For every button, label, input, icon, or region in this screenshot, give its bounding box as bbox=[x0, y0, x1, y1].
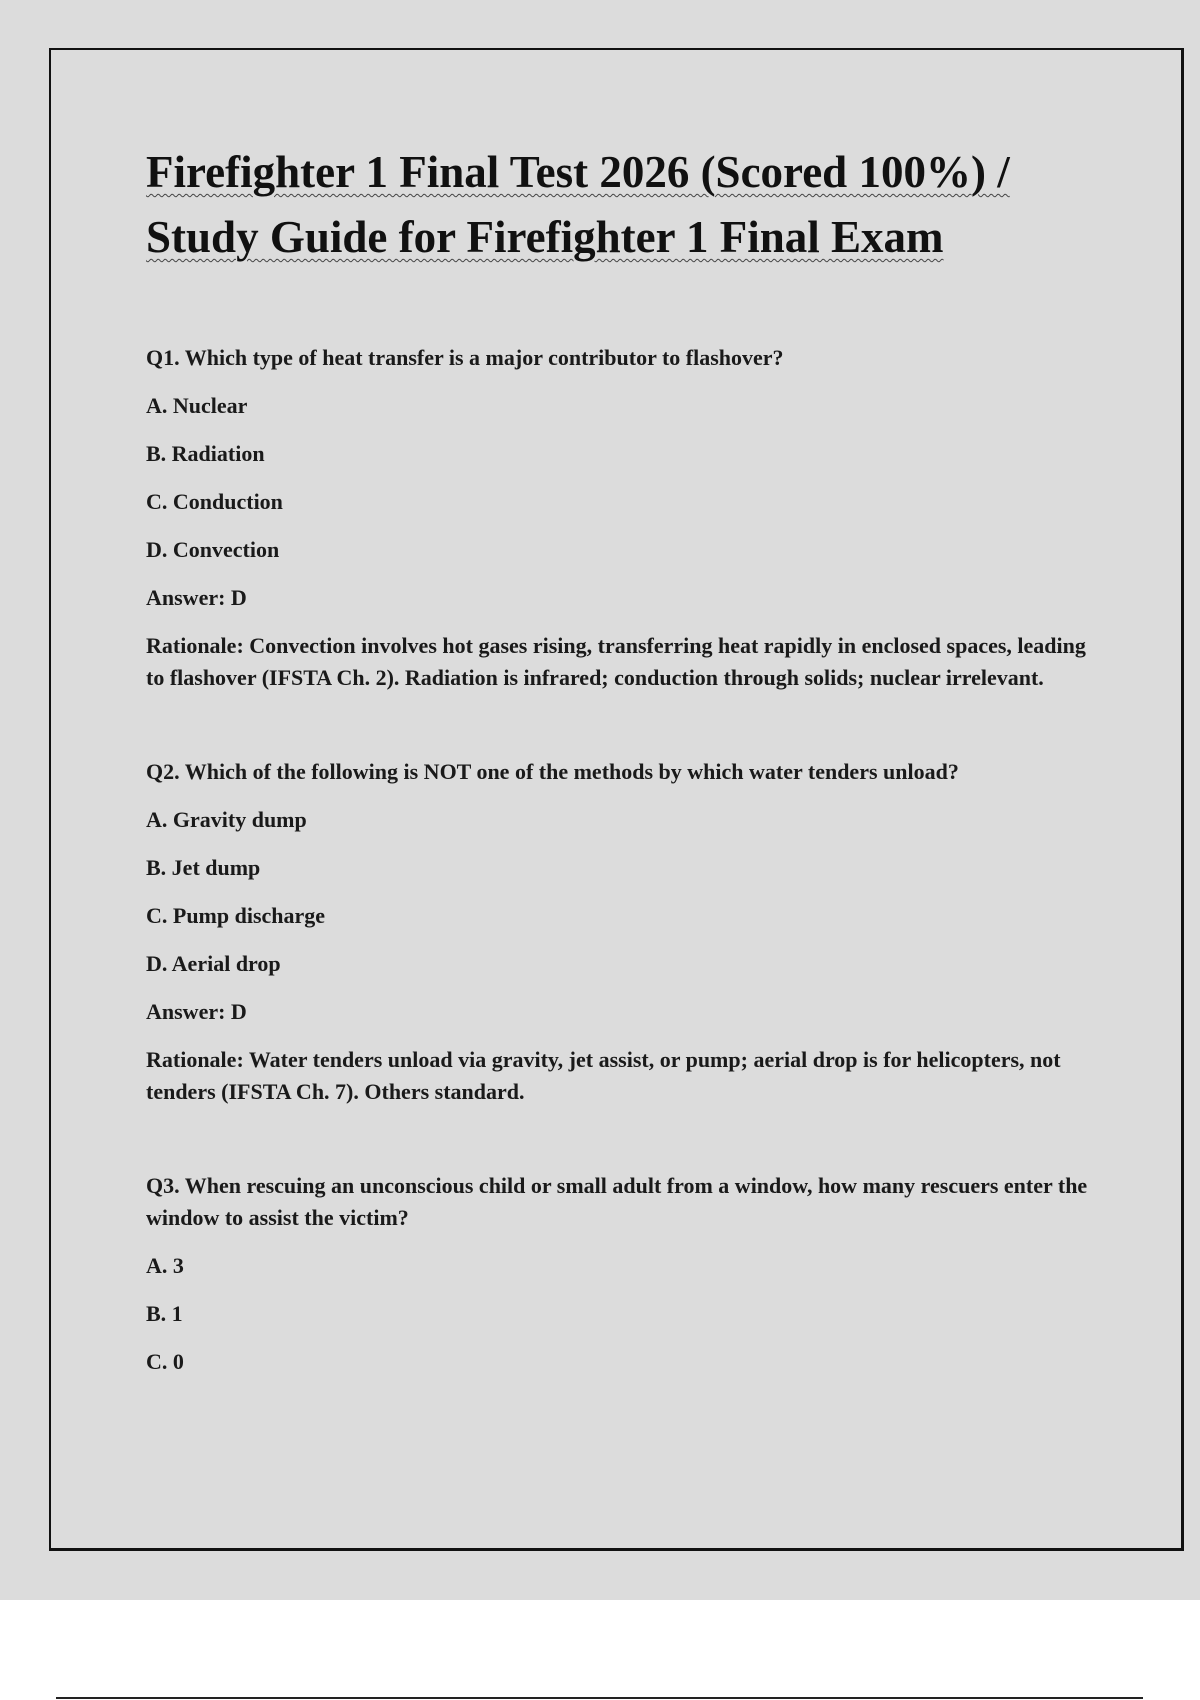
question-block-2 bbox=[146, 756, 1096, 1108]
question-text: Q3. When rescuing an unconscious child or small adult from a window, how many rescuers enter the window to assist the victim? bbox=[146, 1173, 1088, 1230]
footer-divider bbox=[56, 1697, 1143, 1699]
rationale-text: Rationale: Convection involves hot gases rising, transferring heat rapidly in enclosed spaces, leading to flashover (IFSTA Ch. 2). Radiation is infrared; conduction through solids; nuclear irrelevant. bbox=[146, 633, 1086, 690]
answer-option: D. Convection bbox=[146, 537, 280, 562]
answer-option: A. Nuclear bbox=[146, 393, 248, 418]
document-content bbox=[146, 140, 1096, 1394]
document-title bbox=[146, 140, 1096, 270]
answer-option: D. Aerial drop bbox=[146, 951, 281, 976]
rationale-text: Rationale: Water tenders unload via gravity, jet assist, or pump; aerial drop is for helicopters, not tenders (IFSTA Ch. 7). Others standard. bbox=[146, 1047, 1061, 1104]
correct-answer: Answer: D bbox=[146, 999, 247, 1024]
answer-option: A. Gravity dump bbox=[146, 807, 307, 832]
question-block-3 bbox=[146, 1170, 1096, 1378]
answer-option: A. 3 bbox=[146, 1253, 184, 1278]
title-line-1: Firefighter 1 Final Test 2026 (Scored 100%) / bbox=[146, 147, 1010, 197]
question-block-1 bbox=[146, 342, 1096, 694]
question-text: Q2. Which of the following is NOT one of the methods by which water tenders unload? bbox=[146, 759, 959, 784]
answer-option: C. Pump discharge bbox=[146, 903, 326, 928]
correct-answer: Answer: D bbox=[146, 585, 247, 610]
question-text: Q1. Which type of heat transfer is a major contributor to flashover? bbox=[146, 345, 784, 370]
answer-option: B. Jet dump bbox=[146, 855, 261, 880]
answer-option: C. 0 bbox=[146, 1349, 184, 1374]
title-line-2: Study Guide for Firefighter 1 Final Exam bbox=[146, 212, 944, 262]
answer-option: B. 1 bbox=[146, 1301, 183, 1326]
answer-option: C. Conduction bbox=[146, 489, 283, 514]
answer-option: B. Radiation bbox=[146, 441, 265, 466]
